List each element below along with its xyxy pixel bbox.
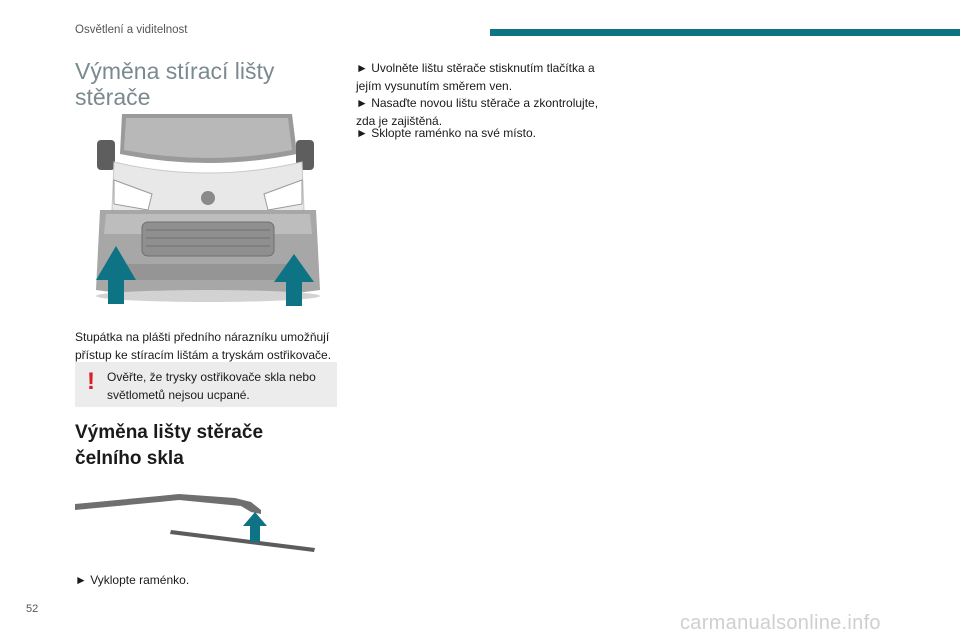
van-front-illustration [92,114,324,310]
subsection-title: Výměna lišty stěrače čelního skla [75,422,264,469]
step-return-arm: ► Sklopte raménko na své místo. [356,126,536,140]
wiper-blade-illustration [75,488,325,558]
watermark: carmanualsonline.info [680,612,881,634]
step-release-blade: ► Uvolněte lištu stěrače stisknutím tlačítka a jejím vysunutím směrem ven. [356,61,595,93]
step-fit-new-blade: ► Nasaďte novou lištu stěrače a zkontrolujte, zda je zajištěná. [356,96,599,128]
warning-icon: ! [87,368,95,395]
page-header-label: Osvětlení a viditelnost [75,24,188,36]
header-accent-bar [490,29,960,36]
section-title: Výměna stírací lišty stěrače [75,58,275,110]
step-fold-arm: ► Vyklopte raménko. [75,573,190,587]
page-number: 52 [26,603,39,615]
bumper-steps-caption: Stupátka na plášti předního nárazníku umožňují přístup ke stíracím lištám a tryskám ostřikovače. [75,330,332,362]
warning-box [75,362,337,407]
warning-text: Ověřte, že trysky ostřikovače skla nebo světlometů nejsou ucpané. [107,370,316,402]
